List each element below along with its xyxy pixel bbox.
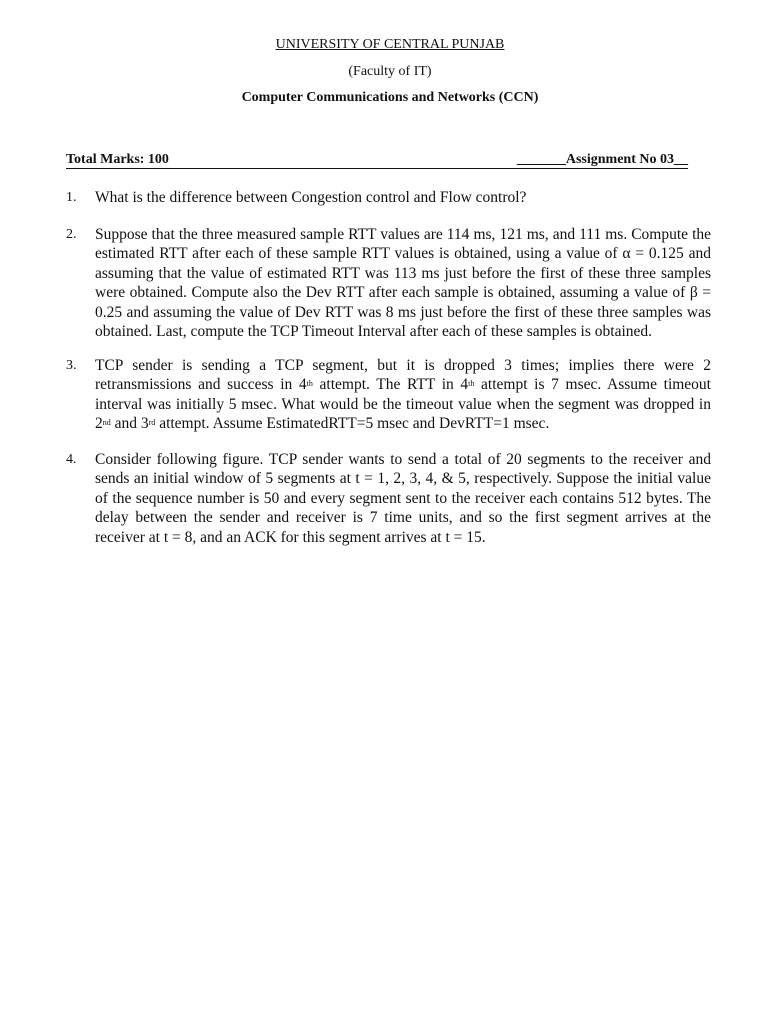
question-text: Consider following figure. TCP sender wants to send a total of 20 segments to the receiver and sends an initial window of 5 segments at t = 1, 2, 3, 4, & 5, respectively. Suppose the initial value of the sequence number is 50 and every segment sent to the receiver each contains 512 bytes. The delay between the sender and receiver is 7 time units, and so the first segment arrives at the receiver at t = 8, and an ACK for this segment arrives at t = 15. <box>95 451 711 546</box>
course-title: Computer Communications and Networks (CCN) <box>241 90 539 105</box>
question-2 <box>66 225 711 341</box>
question-text: What is the difference between Congestion control and Flow control? <box>95 189 527 206</box>
question-text-part: attempt is 7 msec. Assume timeout interval was initially 5 msec. What would be the timeout value when the segment was dropped in 2 <box>95 376 711 433</box>
question-text-part: TCP sender is sending a TCP segment, but it is dropped 3 times; implies there were 2 retransmissions and success in 4 <box>95 357 711 394</box>
assignment-suffix: __ <box>674 152 688 167</box>
ordinal-suffix: th <box>468 379 475 389</box>
ordinal-suffix: rd <box>148 418 156 428</box>
question-text-part: attempt. Assume EstimatedRTT=5 msec and DevRTT=1 msec. <box>155 415 550 433</box>
question-4 <box>66 450 711 547</box>
marks-assignment-line <box>66 152 688 169</box>
assignment-number <box>517 152 688 168</box>
question-number: 4. <box>66 452 77 467</box>
university-title: UNIVERSITY OF CENTRAL PUNJAB <box>275 37 505 52</box>
question-text-part: and 3 <box>110 415 149 433</box>
total-marks: Total Marks: 100 <box>66 152 169 167</box>
assignment-prefix: _______ <box>516 152 566 167</box>
question-1 <box>66 188 711 207</box>
assignment-label: Assignment No 03 <box>565 152 674 167</box>
faculty-subtitle: (Faculty of IT) <box>348 64 432 79</box>
question-number: 2. <box>66 227 77 242</box>
ordinal-suffix: nd <box>102 418 111 428</box>
question-3 <box>66 356 711 434</box>
ordinal-suffix: th <box>306 379 313 389</box>
question-number: 1. <box>66 190 77 205</box>
question-number: 3. <box>66 358 77 373</box>
question-text <box>95 356 711 434</box>
question-text-part: attempt. The RTT in 4 <box>312 376 469 394</box>
question-text: Suppose that the three measured sample RTT values are 114 ms, 121 ms, and 111 ms. Compute the estimated RTT after each of these sample RTT values is obtained, using a value of α = 0.125 and assuming that the value of estimated RTT was 113 ms just before the first of these three samples were obtained. Compute also the Dev RTT after each sample is obtained, assuming a value of β = 0.25 and assuming the value of Dev RTT was 8 ms just before the first of these three samples was obtained. Last, compute the TCP Timeout Interval after each of these samples is obtained. <box>95 226 711 341</box>
